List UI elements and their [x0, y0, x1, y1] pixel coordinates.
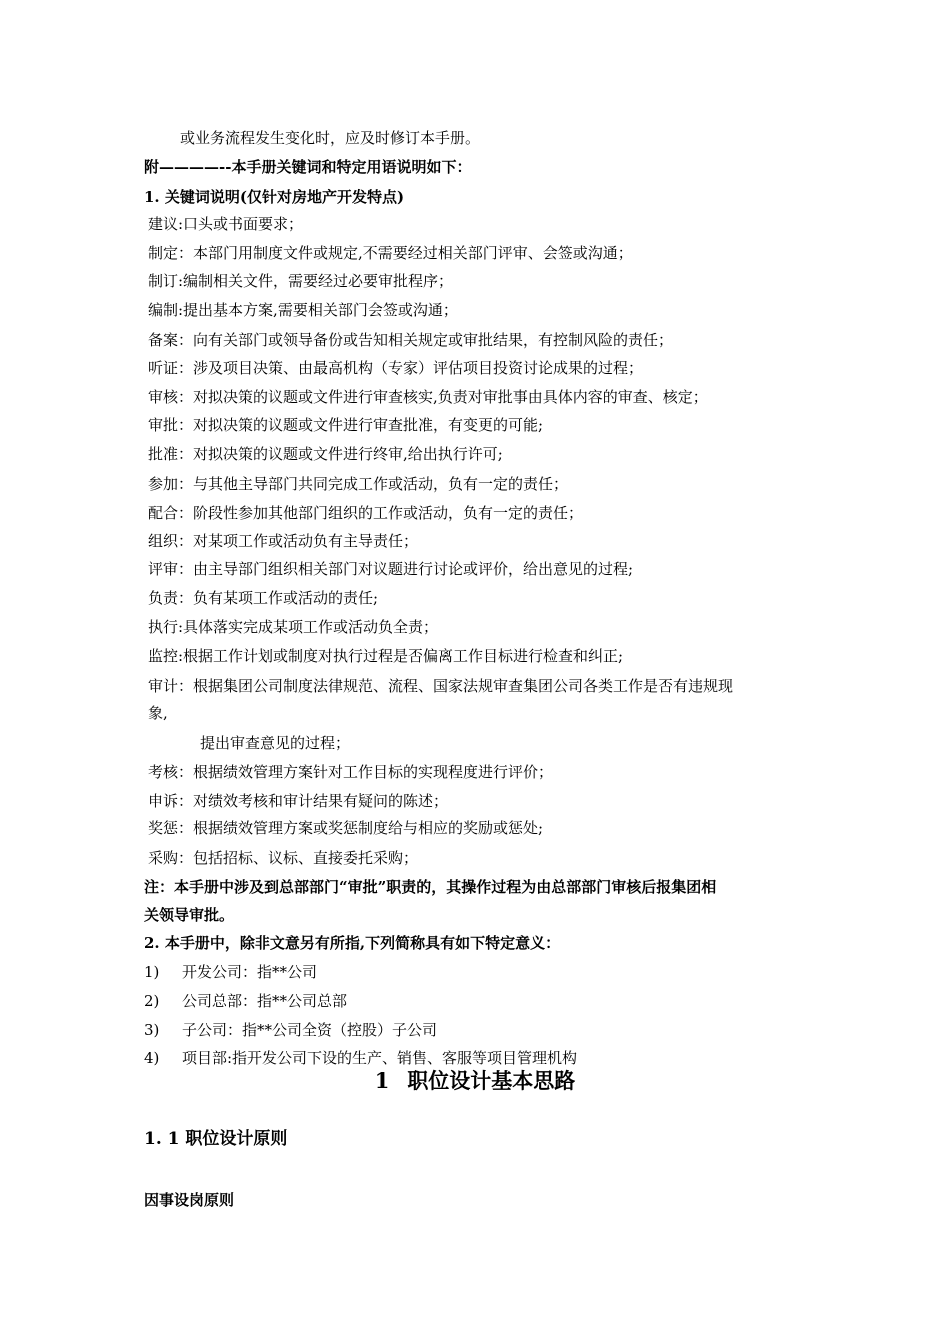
keyword-item: 制定：本部门用制度文件或规定,不需要经过相关部门评审、会签或沟通；: [148, 244, 633, 262]
definition-text: 开发公司：指**公司: [182, 963, 318, 981]
keyword-item: 审计：根据集团公司制度法律规范、流程、国家法规审查集团公司各类工作是否有违规现: [148, 677, 734, 695]
intro-line: 或业务流程发生变化时，应及时修订本手册。: [180, 129, 481, 147]
keyword-item: 负责：负有某项工作或活动的责任;: [148, 589, 379, 607]
keyword-item: 组织：对某项工作或活动负有主导责任；: [148, 532, 419, 550]
keyword-item: 评审：由主导部门组织相关部门对议题进行讨论或评价，给出意见的过程;: [148, 560, 634, 578]
chapter-heading: [0, 1068, 950, 1094]
keyword-item: 审批：对拟决策的议题或文件进行审查批准，有变更的可能;: [148, 416, 544, 434]
subsubsection-heading: 因事设岗原则: [144, 1191, 235, 1209]
note-line: 注：本手册中涉及到总部部门“审批”职责的，其操作过程为由总部部门审核后报集团相: [144, 878, 717, 896]
chapter-number: 1: [374, 1068, 390, 1093]
section-2-title: 2. 本手册中，除非文意另有所指,下列简称具有如下特定意义：: [144, 934, 561, 952]
appendix-title: 附————--本手册关键词和特定用语说明如下：: [144, 158, 472, 176]
keyword-item: 建议:口头或书面要求；: [148, 215, 304, 233]
keyword-item: 考核：根据绩效管理方案针对工作目标的实现程度进行评价；: [148, 763, 554, 781]
keyword-item-continued: 象,: [148, 704, 168, 722]
keyword-item: 听证：涉及项目决策、由最高机构（专家）评估项目投资讨论成果的过程；: [148, 359, 644, 377]
definition-text: 项目部:指开发公司下设的生产、销售、客服等项目管理机构: [182, 1049, 578, 1067]
definition-item: [144, 991, 347, 1011]
keyword-item: 执行:具体落实完成某项工作或活动负全责；: [148, 618, 439, 636]
section-1-title: 1. 关键词说明(仅针对房地产开发特点): [144, 188, 405, 206]
keyword-item: 制订:编制相关文件，需要经过必要审批程序；: [148, 272, 454, 290]
keyword-item-continued: 提出审查意见的过程；: [200, 734, 351, 752]
keyword-item: 参加：与其他主导部门共同完成工作或活动，负有一定的责任；: [148, 475, 569, 493]
keyword-item: 编制:提出基本方案,需要相关部门会签或沟通；: [148, 301, 458, 319]
keyword-item: 奖惩：根据绩效管理方案或奖惩制度给与相应的奖励或惩处;: [148, 819, 544, 837]
definition-item: [144, 1020, 437, 1040]
definition-item: [144, 1048, 577, 1068]
note-line: 关领导审批。: [144, 906, 235, 924]
keyword-item: 申诉：对绩效考核和审计结果有疑问的陈述；: [148, 792, 449, 810]
definition-number: 1): [144, 963, 160, 981]
keyword-item: 采购：包括招标、议标、直接委托采购；: [148, 849, 419, 867]
definition-number: 2): [144, 992, 160, 1010]
subsection-heading: 1. 1 职位设计原则: [144, 1129, 288, 1149]
definition-text: 子公司：指**公司全资（控股）子公司: [182, 1021, 438, 1039]
keyword-item: 审核：对拟决策的议题或文件进行审查核实,负责对审批事由具体内容的审查、核定；: [148, 388, 708, 406]
keyword-item: 批准：对拟决策的议题或文件进行终审,给出执行许可;: [148, 445, 503, 463]
keyword-item: 配合：阶段性参加其他部门组织的工作或活动，负有一定的责任；: [148, 504, 584, 522]
definition-number: 3): [144, 1021, 160, 1039]
keyword-item: 备案：向有关部门或领导备份或告知相关规定或审批结果，有控制风险的责任；: [148, 331, 674, 349]
definition-text: 公司总部：指**公司总部: [182, 992, 348, 1010]
keyword-item: 监控:根据工作计划或制度对执行过程是否偏离工作目标进行检查和纠正;: [148, 647, 624, 665]
chapter-title: 职位设计基本思路: [407, 1068, 576, 1093]
definition-number: 4): [144, 1049, 160, 1067]
definition-item: [144, 962, 317, 982]
